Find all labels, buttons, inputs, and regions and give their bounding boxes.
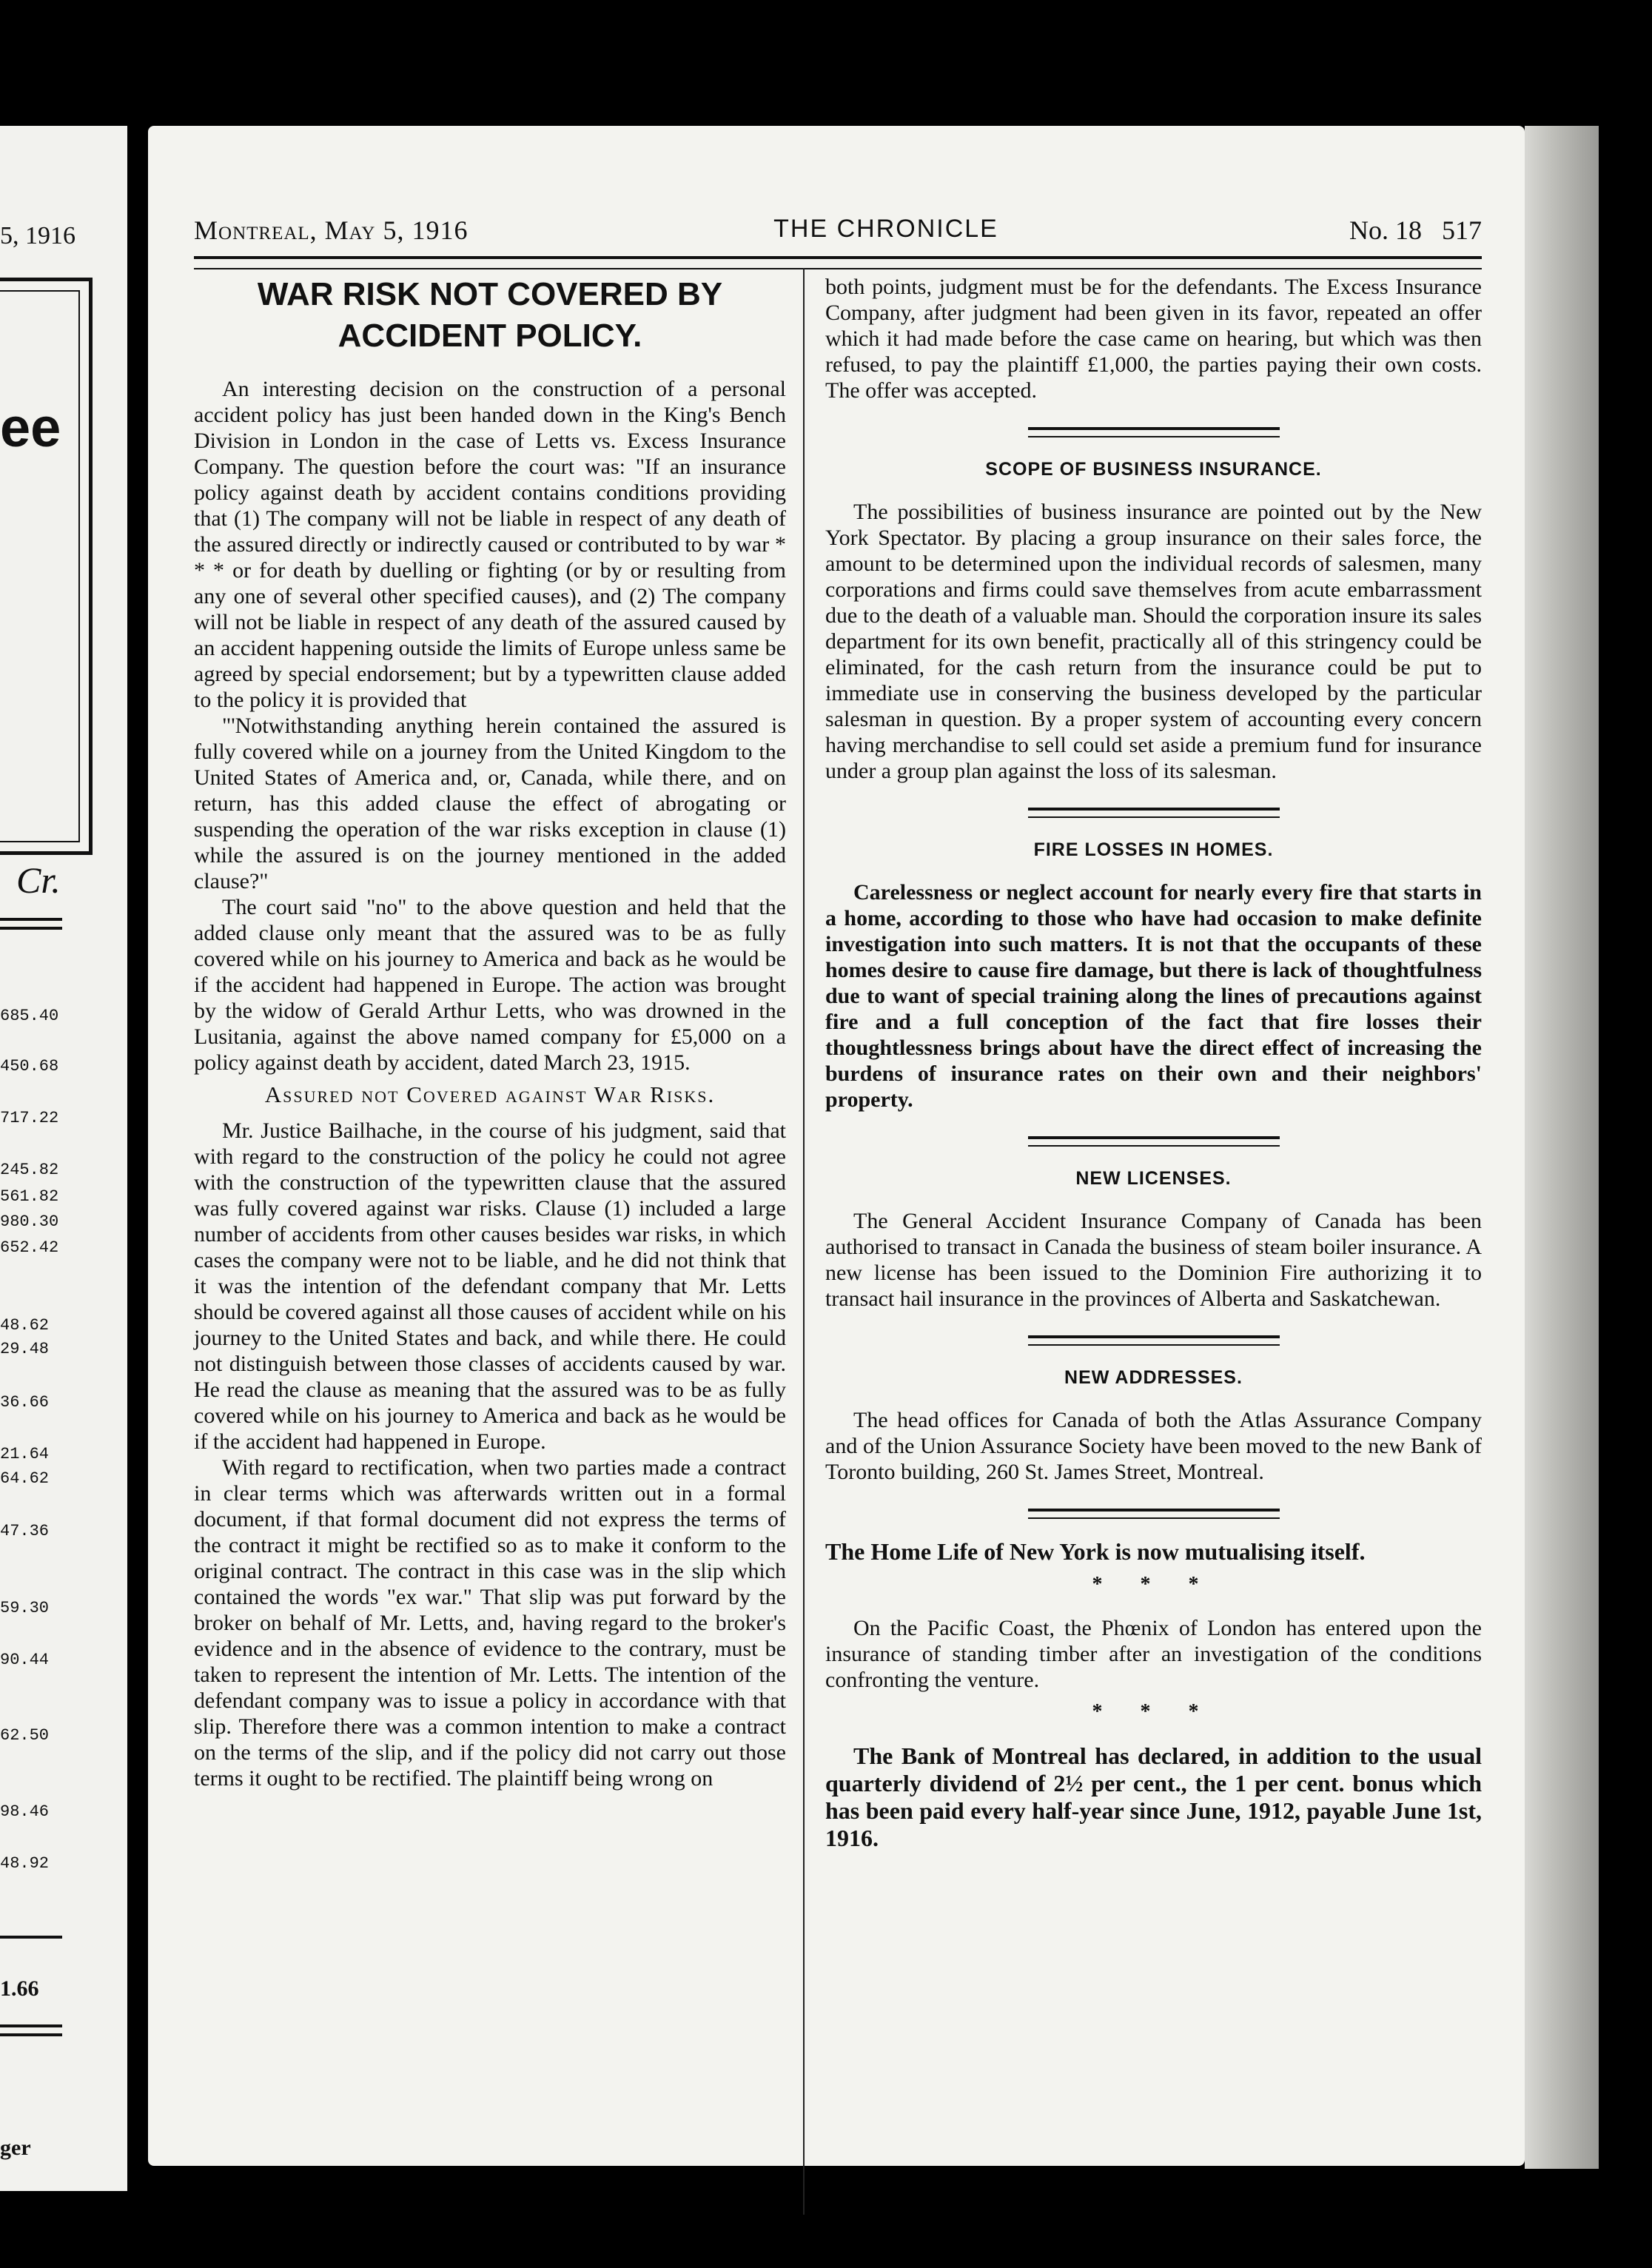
news-item: The Home Life of New York is now mutualising itself. [825, 1538, 1366, 1565]
article-continuation: both points, judgment must be for the defendants. The Excess Insurance Company, after judgment had been given in its favor, repeated an offer which it had made before the case came on hearing, but which was then refused, to pay the plaintiff £1,000, the parties paying their own costs. The offer was accepted. [825, 275, 1482, 403]
left-page-number: 685.40 [0, 1007, 59, 1025]
section-rule [1028, 1509, 1280, 1519]
article-title-line: ACCIDENT POLICY. [338, 318, 642, 354]
article-paragraph: With regard to rectification, when two parties made a contract in clear terms which was afterwards written out in a formal document, if that formal document did not express the terms of the contract it might be rectified so as to make it conform to the original contract. The contract in this case was in the slip which contained the words "ex war." That slip was put forward by the broker on behalf of Mr. Letts, and, having regard to the broker's evidence and in the absence of evidence to the contrary, must be taken to represent the intention of Mr. Letts. The intention of the defendant company was to issue a policy in accordance with that slip. Therefore there was a common intention to make a contract on the terms of the slip, and if the policy did not carry out those terms it ought to be rectified. The plaintiff being wrong on [194, 1455, 786, 1791]
left-page-number: 29.48 [0, 1340, 50, 1358]
header-place-date: Montreal, May 5, 1916 [194, 215, 469, 245]
header-issue-page [1349, 215, 1482, 246]
left-page-ad-box [0, 278, 93, 855]
left-page-number: 245.82 [0, 1161, 59, 1179]
left-page-fragment-word: ee [0, 397, 61, 458]
left-page-number: 62.50 [0, 1726, 50, 1745]
left-page-cr-label: Cr. [16, 859, 61, 901]
header-rule [194, 256, 1482, 269]
header-title-text: THE CHRONICLE [773, 215, 998, 243]
header-publication-title [194, 215, 1482, 244]
left-page-rule [0, 1936, 62, 1939]
page-edge [1525, 126, 1599, 2169]
item-separator: * * * [1092, 1573, 1215, 1596]
article-paragraph: "'Notwithstanding anything herein contained the assured is fully covered while on a journey from the United Kingdom to the United States of America and, or, Canada, while there, and on return, has this added clause the effect of abrogating or suspending the operation of the war risks exception in clause (1) while the assured is on the journey mentioned in the added clause?" [194, 714, 786, 893]
section-heading-scope: SCOPE OF BUSINESS INSURANCE. [985, 459, 1322, 480]
article-paragraph: Mr. Justice Bailhache, in the course of his judgment, said that with regard to the construction of the policy he could not agree with the construction of the typewritten clause that the assured was fully covered against war risks. Clause (1) included a large number of accidents from other causes besides war risks, in which cases the company were not to be liable, and he did not think that it was the intention of the defendant company that Mr. Letts should be covered against all those causes of accident while on his journey to the United States and back, and while there. He could not distinguish between those classes of accidents caused by war. He read the clause as meaning that the assured was to be as fully covered while on his journey to America and back as he would be if the accident had happened in Europe. [194, 1118, 786, 1454]
left-page-rule [0, 927, 62, 930]
left-page-number: 47.36 [0, 1522, 50, 1540]
news-item: The Bank of Montreal has declared, in addition to the usual quarterly dividend of 2½ per cent., the 1 per cent. bonus which has been paid every half-year since June, 1912, payable June 1st, 1916. [825, 1742, 1482, 1851]
article-paragraph: The court said "no" to the above question and held that the added clause only meant that the assured was to be as fully covered while on his journey to America and back as he would be if the accident had happened in Europe. The action was brought by the widow of Gerald Arthur Letts, who was drowned in the Lusitania, against the above named company for £5,000 on a policy against death by accident, dated March 23, 1915. [194, 895, 786, 1075]
left-page-rule [0, 2024, 62, 2027]
column-divider [803, 268, 805, 2215]
left-page-number: 21.64 [0, 1445, 50, 1463]
left-page-footer-word: ger [0, 2136, 31, 2160]
left-page-fragment [0, 126, 127, 2191]
left-page-number: 90.44 [0, 1651, 50, 1669]
right-column [825, 274, 1482, 1852]
left-page-number: 98.46 [0, 1802, 50, 1821]
section-paragraph: Carelessness or neglect account for nearly every fire that starts in a home, according to those who have had occasion to make definite investigation into such matters. It is not that the occupants of these homes desire to cause fire damage, but there is lack of thoughtfulness due to want of special training along the lines of precautions against fire and a full conception of the fact that fire losses their thoughtlessness brings about have the direct effect of increasing the burdens of insurance rates on their own and their neighbors' property. [825, 880, 1482, 1112]
section-rule [1028, 1136, 1280, 1147]
section-rule [1028, 427, 1280, 437]
newspaper-page [148, 126, 1525, 2166]
section-heading-fire: FIRE LOSSES IN HOMES. [1033, 839, 1274, 860]
section-heading-licenses: NEW LICENSES. [1075, 1168, 1232, 1189]
left-page-number: 36.66 [0, 1393, 50, 1412]
left-page-number: 64.62 [0, 1469, 50, 1488]
article-title [194, 274, 786, 357]
left-page-number: 48.62 [0, 1316, 50, 1335]
left-page-number: 59.30 [0, 1599, 50, 1617]
section-heading-addresses: NEW ADDRESSES. [1064, 1367, 1243, 1388]
left-page-number: 48.92 [0, 1854, 50, 1873]
left-page-date: 5, 1916 [0, 222, 75, 249]
left-page-number: 450.68 [0, 1057, 59, 1076]
left-column [194, 274, 786, 1791]
header-issue: No. 18 [1349, 215, 1422, 245]
section-paragraph: The possibilities of business insurance are pointed out by the New York Spectator. By placing a group insurance on their sales force, the amount to be determined upon the individual records of salesmen, many corporations and firms could save themselves from acute embarrassment due to the death of a valuable man. Should the corporation insure its sales department for its own benefit, practically all of this stringency could be eliminated, for the cash return from the insurance could be put to immediate use in conserving the business developed by the particular salesman in question. By a proper system of accounting every concern having merchandise to sell could set aside a premium fund for insurance under a group plan against the loss of its salesman. [825, 500, 1482, 783]
left-page-number: 652.42 [0, 1238, 59, 1257]
section-rule [1028, 808, 1280, 818]
item-separator: * * * [1092, 1700, 1215, 1723]
news-item: On the Pacific Coast, the Phœnix of London has entered upon the insurance of standing timber after an investigation of the conditions confronting the venture. [825, 1616, 1482, 1692]
left-page-number: 980.30 [0, 1212, 59, 1231]
running-head [194, 215, 1482, 252]
section-paragraph: The head offices for Canada of both the Atlas Assurance Company and of the Union Assurance Society have been moved to the new Bank of Toronto building, 260 St. James Street, Montreal. [825, 1408, 1482, 1484]
left-page-number: 561.82 [0, 1187, 59, 1206]
left-page-number: 717.22 [0, 1109, 59, 1127]
article-paragraph: An interesting decision on the construction of a personal accident policy has just been handed down in the King's Bench Division in London in the case of Letts vs. Excess Insurance Company. The question before the court was: "If an insurance policy against death by accident contains conditions providing that (1) The company will not be liable in respect of any death of the assured directly or indirectly caused or contributed to by war * * * or for death by duelling or fighting (or by or resulting from any one of several other specified causes), and (2) The company will not be liable in respect of any death of the assured caused by an accident happening outside the limits of Europe unless same be agreed by special endorsement; but by a typewritten clause added to the policy it is provided that [194, 377, 786, 712]
section-paragraph: The General Accident Insurance Company of Canada has been authorised to transact in Canada the business of steam boiler insurance. A new license has been issued to the Dominion Fire authorizing it to transact hail insurance in the provinces of Alberta and Saskatchewan. [825, 1209, 1482, 1311]
article-subheading: Assured not Covered against War Risks. [264, 1081, 716, 1107]
left-page-rule [0, 918, 62, 921]
left-page-rule [0, 2033, 62, 2036]
left-page-total: 1.66 [0, 1976, 39, 2001]
section-rule [1028, 1335, 1280, 1346]
header-page-number: 517 [1442, 215, 1482, 245]
article-title-line: WAR RISK NOT COVERED BY [257, 276, 723, 312]
